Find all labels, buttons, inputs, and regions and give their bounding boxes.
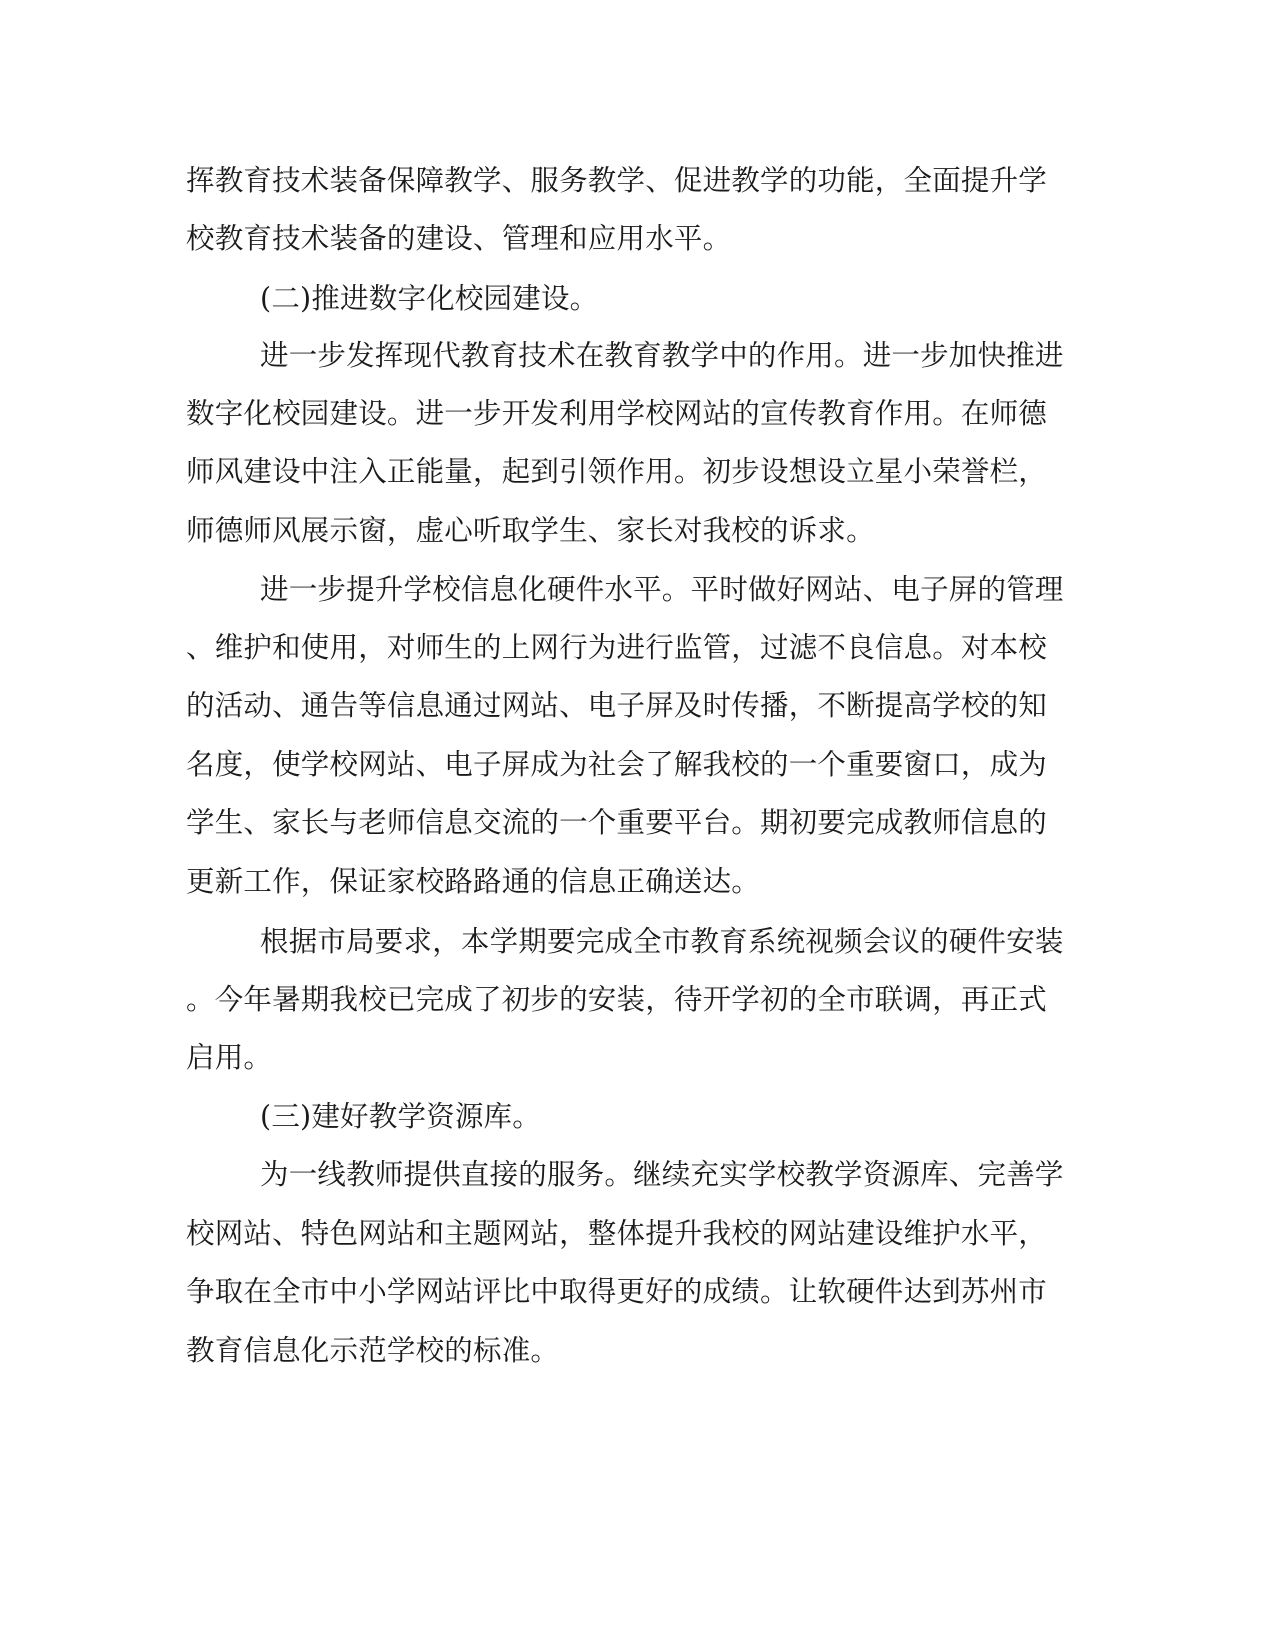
text-line-6: 师风建设中注入正能量，起到引领作用。初步设想设立星小荣誉栏， <box>186 455 1048 488</box>
text-line-2: 校教育技术装备的建设、管理和应用水平。 <box>186 222 732 255</box>
text-line-14: 根据市局要求，本学期要完成全市教育系统视频会议的硬件安装 <box>260 925 1064 958</box>
text-line-1: 挥教育技术装备保障教学、服务教学、促进教学的功能，全面提升学 <box>186 164 1048 197</box>
text-line-7: 师德师风展示窗，虚心听取学生、家长对我校的诉求。 <box>186 514 875 547</box>
text-line-10: 的活动、通告等信息通过网站、电子屏及时传播，不断提高学校的知 <box>186 689 1048 722</box>
text-line-11: 名度，使学校网站、电子屏成为社会了解我校的一个重要窗口，成为 <box>186 748 1048 781</box>
text-line-8: 进一步提升学校信息化硬件水平。平时做好网站、电子屏的管理 <box>260 573 1064 606</box>
text-line-20: 争取在全市中小学网站评比中取得更好的成绩。让软硬件达到苏州市 <box>186 1275 1048 1308</box>
text-line-15: 。今年暑期我校已完成了初步的安装，待开学初的全市联调，再正式 <box>186 983 1048 1016</box>
text-line-13: 更新工作，保证家校路路通的信息正确送达。 <box>186 865 761 898</box>
text-line-16: 启用。 <box>186 1041 273 1074</box>
text-line-9: 、维护和使用，对师生的上网行为进行监管，过滤不良信息。对本校 <box>186 631 1048 664</box>
text-line-18: 为一线教师提供直接的服务。继续充实学校教学资源库、完善学 <box>260 1158 1064 1191</box>
section-heading-2: (二)推进数字化校园建设。 <box>260 282 599 315</box>
text-line-5: 数字化校园建设。进一步开发利用学校网站的宣传教育作用。在师德 <box>186 397 1048 430</box>
text-line-12: 学生、家长与老师信息交流的一个重要平台。期初要完成教师信息的 <box>186 806 1048 839</box>
text-line-4: 进一步发挥现代教育技术在教育教学中的作用。进一步加快推进 <box>260 339 1064 372</box>
section-heading-3: (三)建好教学资源库。 <box>260 1100 541 1133</box>
text-line-21: 教育信息化示范学校的标准。 <box>186 1334 560 1367</box>
text-line-19: 校网站、特色网站和主题网站，整体提升我校的网站建设维护水平， <box>186 1217 1048 1250</box>
